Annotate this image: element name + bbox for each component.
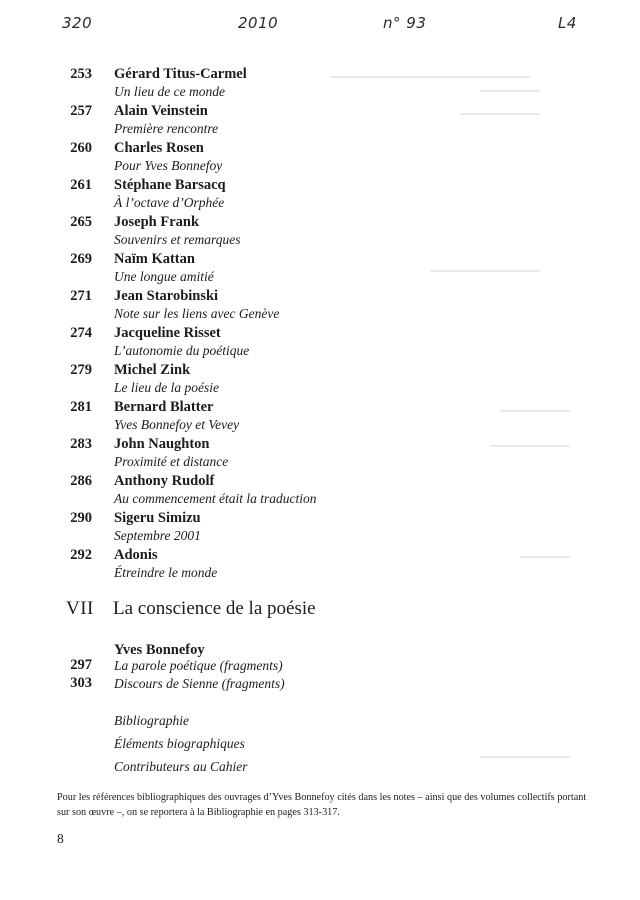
page-number: 281 <box>70 399 92 415</box>
page-number: 297 <box>70 657 92 673</box>
entry-author: Stéphane Barsacq <box>114 177 226 193</box>
page-number: 260 <box>70 140 92 156</box>
contents-entry <box>0 66 640 100</box>
entry-title: Septembre 2001 <box>114 528 201 543</box>
entry-author: John Naughton <box>114 436 210 452</box>
page-number: 283 <box>70 436 92 452</box>
page-number: 286 <box>70 473 92 489</box>
page-number: 261 <box>70 177 92 193</box>
section-item <box>0 675 640 695</box>
entry-author: Alain Veinstein <box>114 103 208 119</box>
entry-title: Étreindre le monde <box>114 565 218 580</box>
page-folio: 8 <box>57 831 64 846</box>
contents-entry <box>0 325 640 359</box>
contents-entry <box>0 473 640 507</box>
contents-entry <box>0 251 640 285</box>
entry-title: À l’octave d’Orphée <box>114 195 225 210</box>
page-number: 257 <box>70 103 92 119</box>
page-number: 274 <box>70 325 92 341</box>
entry-title: Yves Bonnefoy et Vevey <box>114 417 240 432</box>
contents-entry <box>0 177 640 211</box>
handwritten-code: L4 <box>558 14 577 32</box>
entry-author: Sigeru Simizu <box>114 510 201 526</box>
page-number: 292 <box>70 547 92 563</box>
page-number: 269 <box>70 251 92 267</box>
contents-entry <box>0 362 640 396</box>
annex-contributeurs: Contributeurs au Cahier <box>114 759 248 774</box>
section-item <box>0 657 640 677</box>
annex-elements-biographiques: Éléments biographiques <box>114 736 245 751</box>
entry-title: Note sur les liens avec Genève <box>114 306 280 321</box>
contents-entry <box>0 510 640 544</box>
handwritten-number-left: 320 <box>62 14 93 32</box>
page-number: 279 <box>70 362 92 378</box>
handwritten-year: 2010 <box>238 14 279 32</box>
contents-entry <box>0 103 640 137</box>
entry-title: Pour Yves Bonnefoy <box>114 158 223 173</box>
section-author: Yves Bonnefoy <box>114 642 205 658</box>
entry-title: L’autonomie du poétique <box>114 343 250 358</box>
contents-entry <box>0 399 640 433</box>
entry-author: Adonis <box>114 547 158 563</box>
entry-author: Gérard Titus-Carmel <box>114 66 247 82</box>
entry-title: La parole poétique (fragments) <box>114 658 283 673</box>
contents-entry <box>0 547 640 581</box>
entry-author: Jean Starobinski <box>114 288 219 304</box>
section-heading <box>0 598 640 626</box>
page-number: 290 <box>70 510 92 526</box>
footnote: Pour les références bibliographiques des ouvrages d’Yves Bonnefoy cités dans les notes – ainsi que des volumes collectifs portant sur son œuvre –, on se reportera à la Bibliographie en pages 313-317. <box>57 792 587 818</box>
page-number: 253 <box>70 66 92 82</box>
entry-title: Souvenirs et remarques <box>114 232 241 247</box>
annex-bibliographie: Bibliographie <box>114 713 189 728</box>
entry-title: Un lieu de ce monde <box>114 84 225 99</box>
page-number: 303 <box>70 675 92 691</box>
entry-title: Proximité et distance <box>114 454 229 469</box>
entry-title: Première rencontre <box>114 121 219 136</box>
contents-entry <box>0 288 640 322</box>
contents-entry <box>0 140 640 174</box>
entry-title: Au commencement était la traduction <box>114 491 317 506</box>
contents-entry <box>0 214 640 248</box>
entry-author: Bernard Blatter <box>114 399 214 415</box>
contents-entry <box>0 436 640 470</box>
entry-title: Le lieu de la poésie <box>114 380 219 395</box>
entry-author: Anthony Rudolf <box>114 473 215 489</box>
page-number: 271 <box>70 288 92 304</box>
section-number: VII <box>66 598 94 619</box>
handwritten-issue: n° 93 <box>383 14 427 32</box>
entry-title: Discours de Sienne (fragments) <box>114 676 285 691</box>
entry-title: Une longue amitié <box>114 269 214 284</box>
entry-author: Jacqueline Risset <box>114 325 221 341</box>
entry-author: Joseph Frank <box>114 214 200 230</box>
entry-author: Charles Rosen <box>114 140 204 156</box>
page-number: 265 <box>70 214 92 230</box>
entry-author: Naïm Kattan <box>114 251 195 267</box>
section-title: La conscience de la poésie <box>113 598 316 619</box>
entry-author: Michel Zink <box>114 362 191 378</box>
